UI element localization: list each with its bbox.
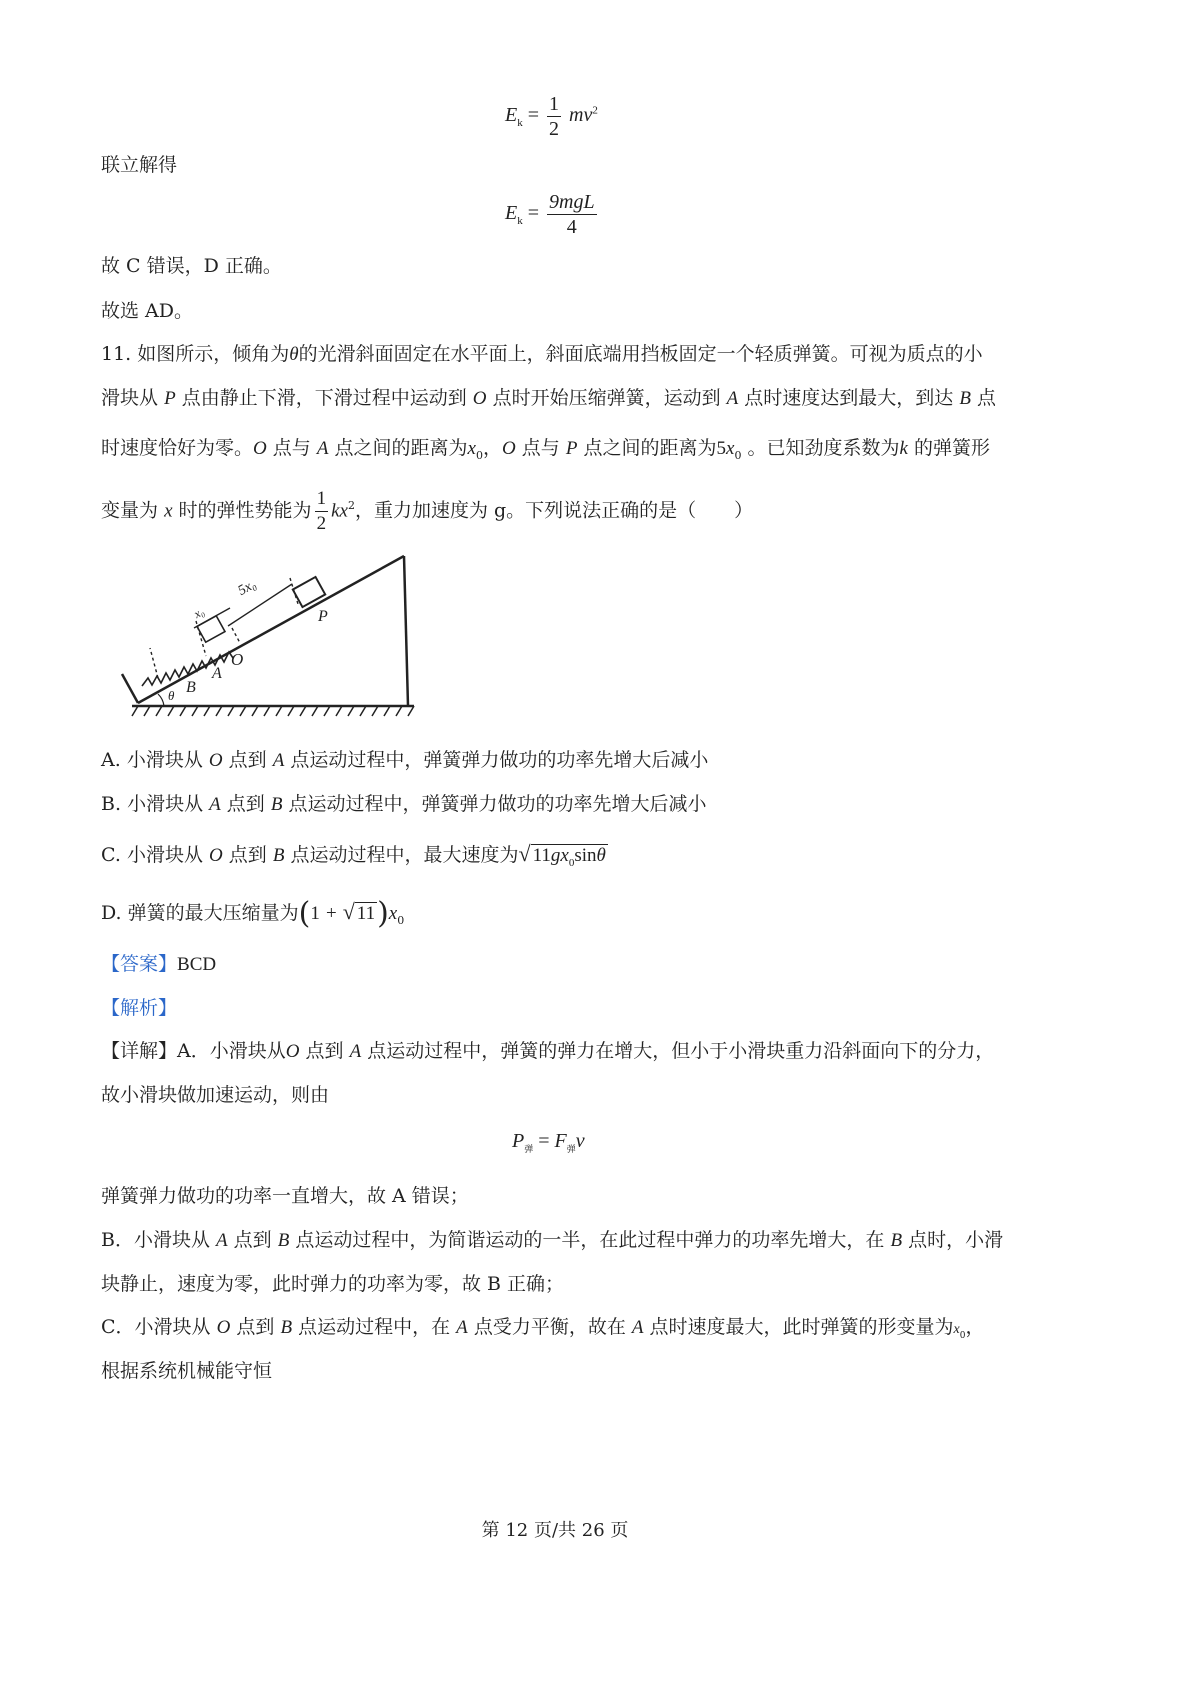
sqrt-theta: θ: [596, 845, 606, 866]
q-text: ，重力加速度为 g。下列说法正确的是（ ）: [354, 499, 754, 522]
answer-line: [101, 950, 216, 979]
c-O: O: [216, 1317, 231, 1338]
incline-diagram: [118, 548, 428, 723]
q-text: 时的弹性势能为: [178, 499, 312, 522]
c-text: ，: [965, 1316, 985, 1338]
analysis-label: 【解析】: [101, 997, 178, 1019]
b-text: 点时，小滑: [908, 1229, 1004, 1251]
opt-A: A: [209, 794, 221, 815]
label-5x0: 5x₀: [235, 576, 259, 599]
q-text: 点与: [272, 437, 311, 459]
c-text: C．小滑块从: [101, 1316, 211, 1338]
angle-arc: [158, 694, 164, 706]
b-text: 点运动过程中，为简谐运动的一半，在此过程中弹力的功率先增大，在: [295, 1229, 885, 1251]
eq1-den: 2: [549, 118, 559, 140]
q-kx-sup: 2: [347, 499, 355, 512]
q-text: 点时开始压缩弹簧，运动到: [492, 387, 721, 409]
c-text: 点时速度最大，此时弹簧的形变量为: [649, 1316, 954, 1338]
q-frac-num: 1: [315, 487, 329, 512]
eq3-rhs: F: [554, 1130, 567, 1152]
text-c-wrong: 故 C 错误，D 正确。: [101, 255, 282, 277]
detail-text: A．小滑块从: [177, 1040, 286, 1062]
label-theta: θ: [168, 688, 175, 703]
detail-line-1: [101, 1037, 994, 1066]
incline-vertical: [404, 556, 408, 706]
answer-label: 【答案】: [101, 953, 178, 975]
opt-text: 点到: [226, 793, 265, 815]
question-line-1: [101, 340, 983, 369]
option-D: [101, 898, 404, 935]
q-x0-sub: 0: [734, 448, 742, 462]
paren-close: ): [377, 896, 389, 931]
answer-value: BCD: [177, 954, 217, 975]
q-k: k: [899, 438, 908, 459]
question-line-2: [101, 384, 996, 413]
text-select-ad: 故选 AD。: [101, 300, 193, 322]
q-x0-sub: 0: [475, 448, 483, 462]
equation-kinetic-energy-result: [505, 190, 600, 239]
eq2-den: 4: [566, 216, 577, 238]
question-number: 11.: [101, 343, 132, 365]
text-power-increase: 弹簧弹力做功的功率一直增大，故 A 错误；: [101, 1185, 469, 1207]
q-text: 点时速度达到最大，到达: [744, 387, 954, 409]
c-x0: x: [953, 1322, 960, 1337]
detail-text: 点到: [305, 1040, 344, 1062]
label-P: P: [318, 608, 328, 625]
eq3-lhs-sub: 弹: [524, 1144, 534, 1154]
eq3-rhs-sub: 弹: [566, 1144, 576, 1154]
paren-open: (: [298, 896, 311, 931]
c-text: 点受力平衡，故在: [473, 1316, 626, 1338]
question-line-3: [101, 434, 990, 470]
eq1-lhs-sub: k: [517, 117, 523, 130]
q-x0: x: [726, 438, 735, 459]
d-eleven: 11: [356, 903, 376, 924]
detail-text: 点运动过程中，弹簧的弹力在增大，但小于小滑块重力沿斜面向下的分力，: [367, 1040, 995, 1062]
line-C-1: [101, 1313, 985, 1350]
detail-line-2: 故小滑块做加速运动，则由: [101, 1084, 330, 1106]
opt-text: 点到: [228, 844, 267, 866]
b-B: B: [277, 1230, 290, 1251]
d-one: 1: [310, 903, 320, 924]
q-frac: [315, 487, 329, 536]
detail-A: A: [349, 1041, 362, 1062]
label-x0: x₀: [191, 604, 207, 622]
q-text: 点之间的距离为: [583, 437, 717, 459]
eq3-equals: =: [538, 1130, 550, 1152]
sqrt-11: 11: [532, 845, 551, 866]
b-text: 点到: [233, 1229, 272, 1251]
opt-B: B: [270, 794, 283, 815]
c-text: 点到: [236, 1316, 275, 1338]
q-x: x: [164, 500, 173, 522]
q-text: 的弹簧形: [913, 437, 990, 459]
q-text: 。已知劲度系数为: [747, 437, 900, 459]
q-O: O: [501, 438, 516, 459]
opt-text: 点运动过程中，弹簧弹力做功的功率先增大后减小: [288, 793, 707, 815]
opt-text: 点到: [228, 749, 267, 771]
sqrt-sin: sin: [574, 845, 597, 866]
label-O: O: [231, 650, 244, 669]
eq1-equals: =: [527, 104, 539, 127]
q-P: P: [164, 388, 176, 409]
line-B-2: 块静止，速度为零，此时弹力的功率为零，故 B 正确；: [101, 1273, 565, 1295]
sqrt-sub: 0: [568, 856, 575, 869]
opt-A: A: [272, 750, 285, 771]
incline-surface: [138, 556, 404, 703]
eq1-lhs: E: [505, 104, 518, 127]
c-A: A: [456, 1317, 468, 1338]
opt-text: 点运动过程中，最大速度为: [290, 844, 519, 866]
q-text: 如图所示，倾角为: [137, 343, 290, 365]
q-text: 时速度恰好为零。: [101, 437, 254, 459]
eq2-fraction: [547, 190, 597, 239]
detail-O: O: [285, 1041, 300, 1062]
q-x0: x: [467, 438, 476, 459]
q-text: 点之间的距离为: [334, 437, 468, 459]
q-text: 的光滑斜面固定在水平面上，斜面底端用挡板固定一个轻质弹簧。可视为质点的小: [298, 343, 983, 365]
q-A: A: [316, 438, 329, 459]
option-C-tag: C.: [101, 844, 121, 866]
eq2-num: 9mgL: [549, 191, 595, 213]
q-text: 点与: [521, 437, 560, 459]
q-O: O: [472, 388, 487, 409]
opt-text: 小滑块从: [126, 749, 203, 771]
b-A: A: [216, 1230, 228, 1251]
q-B: B: [959, 388, 971, 409]
q-P: P: [565, 438, 578, 459]
text-lianli: 联立解得: [101, 154, 178, 176]
sqrt-content: [531, 844, 608, 869]
line-B-1: [101, 1226, 1003, 1255]
opt-text: 弹簧的最大压缩量为: [127, 902, 299, 924]
eq1-rhs: mv: [569, 104, 593, 127]
option-B: [101, 790, 707, 819]
equation-power: [512, 1130, 585, 1155]
q-text: 点由静止下滑，下滑过程中运动到: [181, 387, 467, 409]
ground-hatching: [132, 706, 414, 716]
barrier-plate: [122, 674, 138, 703]
eq1-rhs-sup: 2: [592, 104, 598, 117]
line-C-2: 根据系统机械能守恒: [101, 1360, 273, 1382]
q-kx: kx: [331, 500, 348, 522]
eq1-num: 1: [549, 93, 559, 115]
label-B: B: [186, 679, 196, 696]
option-B-tag: B.: [101, 793, 122, 815]
d-sqrt-sign: √: [342, 899, 355, 924]
question-line-4: [101, 480, 753, 537]
q-O: O: [253, 438, 267, 459]
opt-B: B: [272, 845, 285, 866]
q-text: 点: [977, 387, 997, 409]
opt-O: O: [209, 845, 223, 866]
c-B: B: [280, 1317, 293, 1338]
c-x0-sub: 0: [959, 1330, 966, 1341]
label-A: A: [212, 665, 222, 682]
detail-label: 【详解】: [101, 1040, 178, 1062]
q-text: 滑块从: [101, 387, 159, 409]
opt-text: 小滑块从: [126, 844, 203, 866]
opt-O: O: [208, 750, 223, 771]
d-x0-sub: 0: [397, 913, 405, 927]
eq3-lhs: P: [512, 1130, 525, 1152]
eq2-lhs-sub: k: [517, 215, 523, 228]
q-text: ，: [482, 437, 502, 459]
eq2-equals: =: [527, 202, 539, 225]
q-A: A: [726, 388, 739, 409]
option-A: [101, 746, 708, 775]
equation-kinetic-energy: [505, 92, 598, 141]
option-A-tag: A.: [101, 749, 121, 771]
page-footer: 第 12 页/共 26 页: [481, 1520, 629, 1541]
option-D-tag: D.: [101, 902, 122, 924]
option-C: [101, 840, 608, 877]
sqrt-gx: gx: [550, 845, 569, 866]
q-five: 5: [716, 438, 726, 459]
b-B: B: [890, 1230, 903, 1251]
q-frac-den: 2: [316, 512, 327, 534]
q-theta: θ: [289, 344, 299, 365]
eq3-v: v: [575, 1130, 585, 1152]
eq2-lhs: E: [505, 202, 518, 225]
eq1-fraction: [547, 92, 561, 141]
d-x0: x: [388, 903, 398, 924]
opt-text: 点运动过程中，弹簧弹力做功的功率先增大后减小: [290, 749, 709, 771]
b-text: B．小滑块从: [101, 1229, 210, 1251]
sqrt-sign: √: [518, 841, 531, 866]
d-plus: +: [325, 903, 337, 924]
q-text: 变量为: [101, 499, 159, 522]
opt-text: 小滑块从: [127, 793, 204, 815]
c-A: A: [631, 1317, 644, 1338]
c-text: 点运动过程中，在: [298, 1316, 451, 1338]
